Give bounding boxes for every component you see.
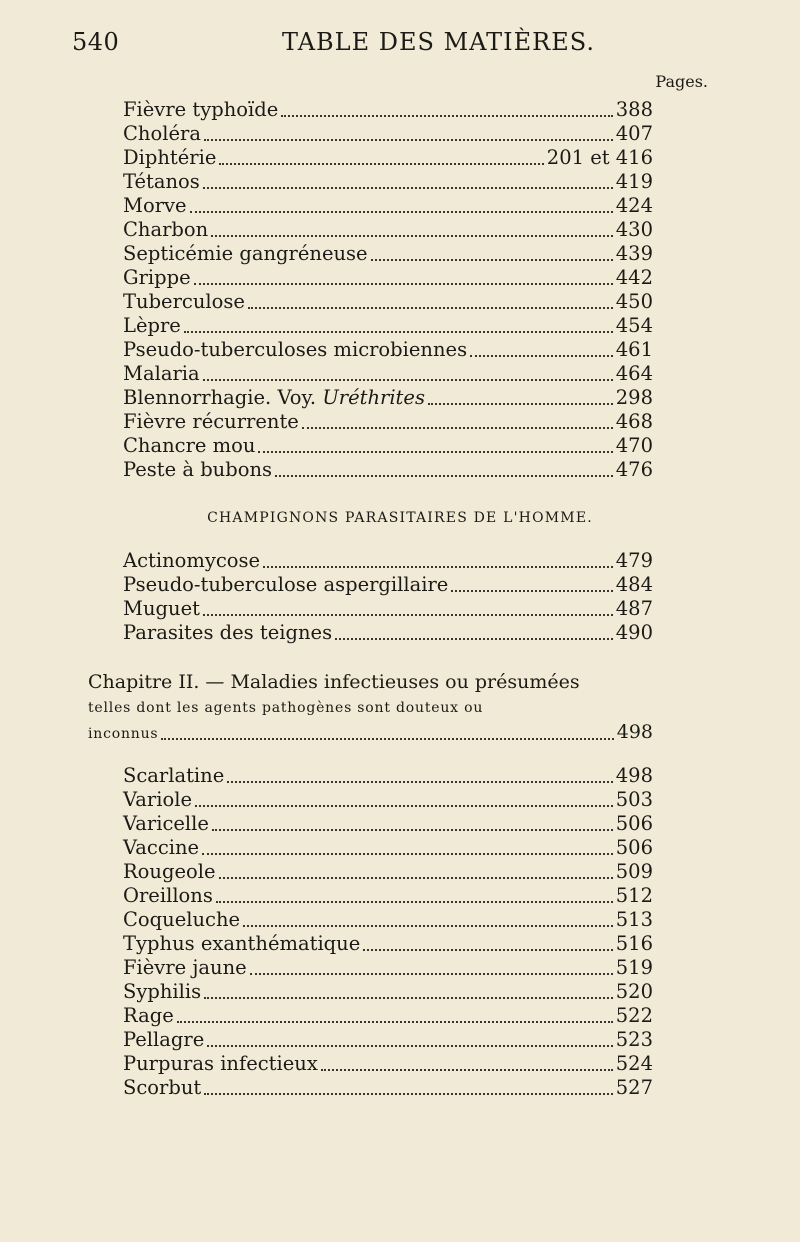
toc-entry: Muguet 487 xyxy=(123,597,653,620)
leader-dots xyxy=(219,163,543,165)
toc-entry: Vaccine 506 xyxy=(123,836,653,859)
toc-entry: Parasites des teignes 490 xyxy=(123,621,653,644)
leader-dots xyxy=(243,925,613,927)
toc-entry: Fièvre jaune 519 xyxy=(123,956,653,979)
leader-dots xyxy=(335,638,613,640)
toc-entry: Malaria 464 xyxy=(123,362,653,385)
leader-dots xyxy=(195,805,613,807)
toc-entry: Pellagre 523 xyxy=(123,1028,653,1051)
leader-dots xyxy=(161,738,613,740)
running-header xyxy=(72,28,740,62)
leader-dots xyxy=(203,379,613,381)
page-number: 540 xyxy=(72,28,120,56)
leader-dots xyxy=(227,781,613,783)
leader-dots xyxy=(258,451,612,453)
leader-dots xyxy=(216,901,613,903)
leader-dots xyxy=(212,829,613,831)
leader-dots xyxy=(451,590,612,592)
toc-entry: Typhus exanthématique 516 xyxy=(123,932,653,955)
toc-entry: Rougeole 509 xyxy=(123,860,653,883)
toc-entry: Pseudo-tuberculose aspergillaire 484 xyxy=(123,573,653,596)
leader-dots xyxy=(281,115,612,117)
leader-dots xyxy=(211,235,613,237)
leader-dots xyxy=(371,259,613,261)
leader-dots xyxy=(470,355,613,357)
leader-dots xyxy=(363,949,613,951)
leader-dots xyxy=(204,1093,613,1095)
toc-entry: Diphtérie 201 et 416 xyxy=(123,146,653,169)
toc-entry: Tuberculose 450 xyxy=(123,290,653,313)
leader-dots xyxy=(428,403,613,405)
toc-entry: Varicelle 506 xyxy=(123,812,653,835)
toc-entry: Septicémie gangréneuse 439 xyxy=(123,242,653,265)
leader-dots xyxy=(302,427,613,429)
toc-entry: Scorbut 527 xyxy=(123,1076,653,1099)
toc-entry: Purpuras infectieux 524 xyxy=(123,1052,653,1075)
leader-dots xyxy=(190,211,613,213)
toc-entry: Syphilis 520 xyxy=(123,980,653,1003)
chapter-page: 498 xyxy=(616,721,653,743)
leader-dots xyxy=(203,614,613,616)
toc-entry: Rage 522 xyxy=(123,1004,653,1027)
toc-entry: Actinomycose 479 xyxy=(123,549,653,572)
leader-dots xyxy=(184,331,613,333)
leader-dots xyxy=(203,187,613,189)
toc-entry: Choléra 407 xyxy=(123,122,653,145)
toc-entry: Charbon 430 xyxy=(123,218,653,241)
leader-dots xyxy=(204,139,613,141)
toc-entry: Scarlatine 498 xyxy=(123,764,653,787)
toc-entry: Lèpre 454 xyxy=(123,314,653,337)
toc-entry: Grippe 442 xyxy=(123,266,653,289)
toc-entry: Pseudo-tuberculoses microbiennes 461 xyxy=(123,338,653,361)
toc-entry: Variole 503 xyxy=(123,788,653,811)
toc-entry: Coqueluche 513 xyxy=(123,908,653,931)
toc-entry: Tétanos 419 xyxy=(123,170,653,193)
leader-dots xyxy=(207,1045,613,1047)
leader-dots xyxy=(275,475,613,477)
toc-entry: Blennorrhagie. Voy. Uréthrites 298 xyxy=(123,386,653,409)
leader-dots xyxy=(248,307,613,309)
chapter-title-line-3: inconnus 498 xyxy=(88,721,653,743)
leader-dots xyxy=(250,973,613,975)
cross-reference: Uréthrites xyxy=(322,386,425,409)
toc-entry: Oreillons 512 xyxy=(123,884,653,907)
toc-entry: Peste à bubons 476 xyxy=(123,458,653,481)
leader-dots xyxy=(219,877,613,879)
toc-entry: Morve 424 xyxy=(123,194,653,217)
running-title: TABLE DES MATIÈRES. xyxy=(282,28,595,56)
pages-column-label: Pages. xyxy=(655,72,708,91)
toc-entry: Fièvre récurrente 468 xyxy=(123,410,653,433)
leader-dots xyxy=(202,853,613,855)
leader-dots xyxy=(321,1069,613,1071)
toc-entry: Chancre mou 470 xyxy=(123,434,653,457)
leader-dots xyxy=(194,283,613,285)
toc-entry: Fièvre typhoïde 388 xyxy=(123,98,653,121)
leader-dots xyxy=(263,566,613,568)
leader-dots xyxy=(204,997,613,999)
chapter-title-line-1: Chapitre II. — Maladies infectieuses ou présumées xyxy=(88,671,580,693)
section-subheading: CHAMPIGNONS PARASITAIRES DE L'HOMME. xyxy=(207,510,593,526)
leader-dots xyxy=(177,1021,613,1023)
chapter-title-line-2: telles dont les agents pathogènes sont douteux ou xyxy=(88,700,484,716)
